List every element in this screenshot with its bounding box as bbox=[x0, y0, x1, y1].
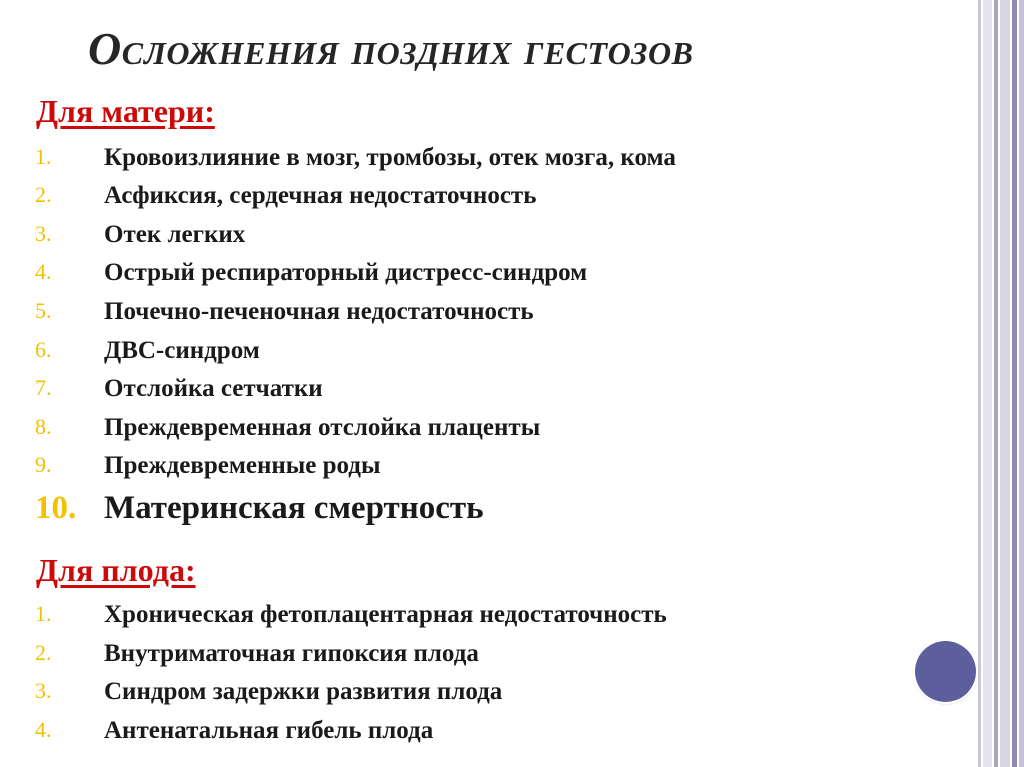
item-text: Кровоизлияние в мозг, тромбозы, отек мозга, кома bbox=[104, 144, 676, 171]
item-number: 7. bbox=[35, 375, 52, 400]
item-text: Преждевременные роды bbox=[104, 452, 381, 479]
item-text: Асфиксия, сердечная недостаточность bbox=[104, 182, 537, 209]
slide-title: Осложнения поздних гестозов bbox=[88, 23, 694, 74]
item-number: 1. bbox=[35, 601, 52, 626]
item-text: Материнская смертность bbox=[104, 490, 484, 526]
item-number: 6. bbox=[35, 337, 52, 362]
item-text: Почечно-печеночная недостаточность bbox=[104, 298, 534, 325]
item-text: Преждевременная отслойка плаценты bbox=[104, 414, 541, 441]
item-number: 4. bbox=[35, 259, 52, 284]
item-number: 2. bbox=[35, 182, 52, 207]
item-number: 2. bbox=[35, 640, 52, 665]
item-number: 8. bbox=[35, 414, 52, 439]
stripe bbox=[1019, 0, 1024, 767]
item-number: 3. bbox=[35, 221, 52, 246]
item-number: 3. bbox=[35, 678, 52, 703]
stripe bbox=[1000, 0, 1010, 767]
item-number: 10. bbox=[35, 490, 77, 526]
decorative-circle bbox=[915, 641, 976, 702]
item-number: 1. bbox=[35, 144, 52, 169]
section-heading-mother: Для матери: bbox=[36, 93, 215, 129]
stripe bbox=[994, 0, 998, 767]
item-text: Хроническая фетоплацентарная недостаточность bbox=[104, 601, 667, 628]
stripe bbox=[983, 0, 992, 767]
item-text: Отек легких bbox=[104, 221, 246, 248]
item-number: 9. bbox=[35, 452, 52, 477]
item-text: Внутриматочная гипоксия плода bbox=[104, 640, 479, 667]
item-text: Отслойка сетчатки bbox=[104, 375, 323, 402]
item-number: 4. bbox=[35, 717, 52, 742]
decorative-stripes bbox=[978, 0, 1024, 767]
section-heading-fetus: Для плода: bbox=[36, 552, 196, 588]
item-text: ДВС-синдром bbox=[104, 337, 260, 364]
item-text: Острый респираторный дистресс-синдром bbox=[104, 259, 588, 286]
stripe bbox=[1012, 0, 1017, 767]
stripe bbox=[978, 0, 981, 767]
item-text: Антенатальная гибель плода bbox=[104, 717, 434, 744]
item-number: 5. bbox=[35, 298, 52, 323]
item-text: Синдром задержки развития плода bbox=[104, 678, 503, 705]
